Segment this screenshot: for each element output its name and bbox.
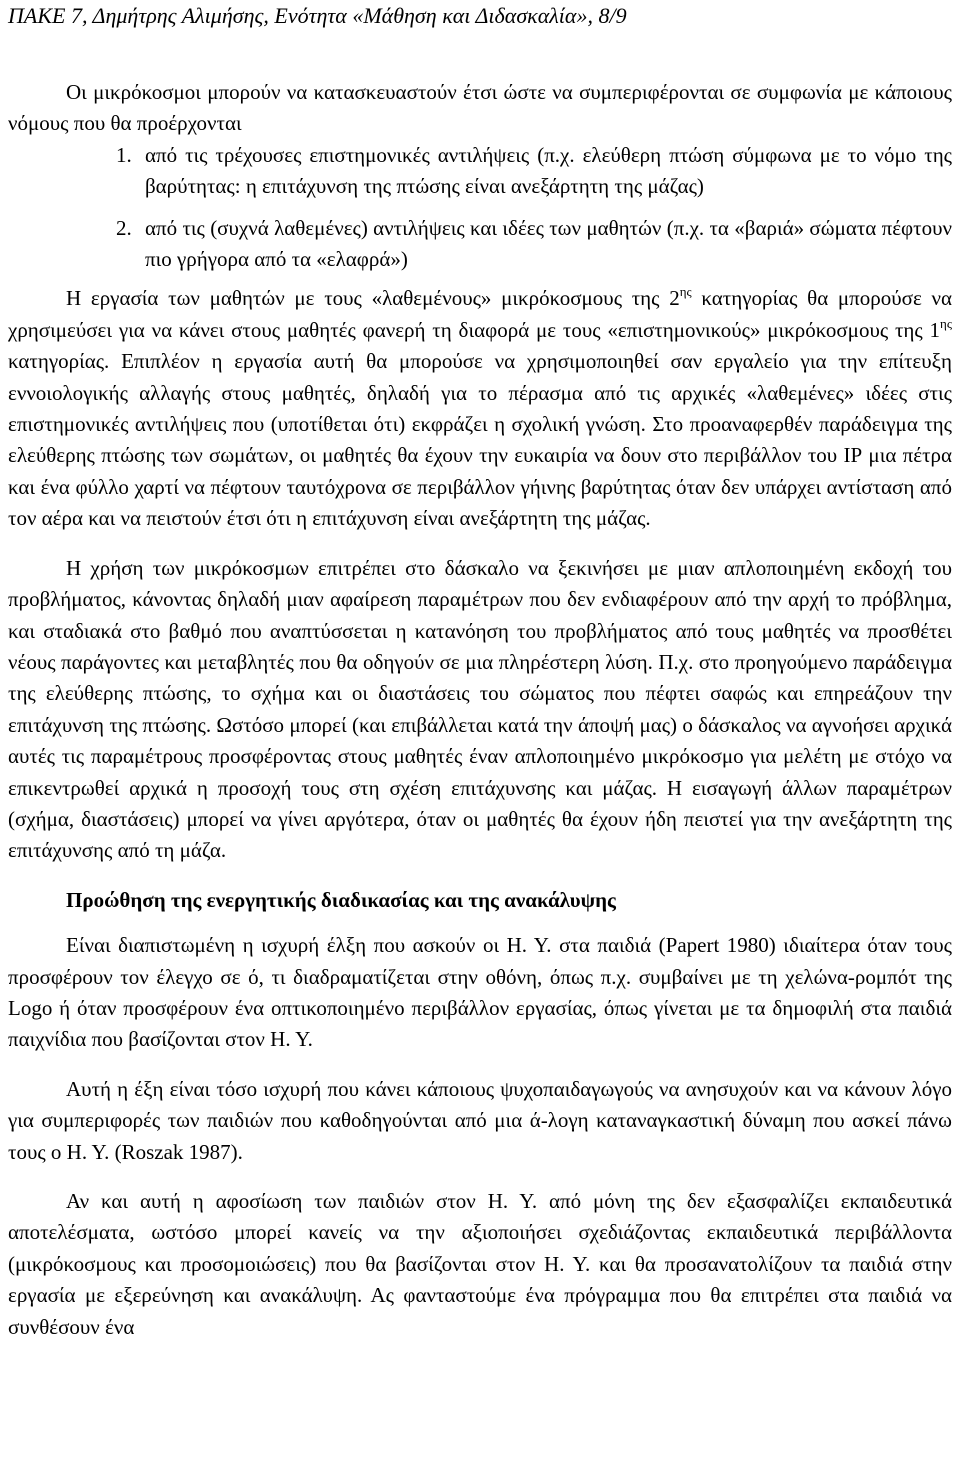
- document-body: [8, 77, 952, 1343]
- list-item-number: 2.: [116, 215, 132, 240]
- paragraph-attraction: Είναι διαπιστωμένη η ισχυρή έλξη που ασκούν οι Η. Υ. στα παιδιά (Papert 1980) ιδιαίτερα όταν τους προσφέρουν τον έλεγχο σε ό, τι διαδραματίζεται στην οθόνη, όπως π.χ. συμβαίνει με τη χελώνα-ρομπότ της Logo ή όταν προσφέρουν ένα οπτικοποιημένο περιβάλλον εργασίας, όπως γίνεται με τα δημοφιλή στα παιδιά παιχνίδια που βασίζονται στον Η. Υ.: [8, 933, 952, 1052]
- paragraph-microworks-work: [8, 283, 952, 534]
- ordinal-superscript: ης: [679, 284, 692, 300]
- list-item-text: από τις τρέχουσες επιστημονικές αντιλήψεις (π.χ. ελεύθερη πτώση σύμφωνα με το νόμο της βαρύτητας: η επιτάχυνση της πτώσης είναι ανεξάρτητη της μάζας): [145, 142, 952, 199]
- paragraph-devotion: Αν και αυτή η αφοσίωση των παιδιών στον Η. Υ. από μόνη της δεν εξασφαλίζει εκπαιδευτικά αποτελέσματα, ωστόσο μπορεί κανείς να την αξιοποιήσει σχεδιάζοντας εκπαιδευτικά περιβάλλοντα (μικρόκοσμους και προσομοιώσεις) που θα βασίζονται στον Η. Υ. και θα προσανατολίζουν τα παιδιά στην εργασία με εξερεύνηση και ανακάλυψη. Ας φανταστούμε ένα πρόγραμμα που θα επιτρέπει στα παιδιά να συνθέσουν ένα: [8, 1189, 952, 1339]
- paragraph-text: κατηγορίας θα μπορούσε να χρησιμεύσει για να κάνει στους μαθητές φανερή τη διαφορά με τους «επιστημονικούς» μικρόκοσμους της 1: [8, 286, 953, 342]
- paragraph-text: Η εργασία των μαθητών με τους «λαθεμένους» μικρόκοσμους της 2: [66, 286, 680, 311]
- list-item-number: 1.: [116, 142, 132, 167]
- paragraph-text: κατηγορίας. Επιπλέον η εργασία αυτή θα μπορούσε να χρησιμοποιηθεί σαν εργαλείο για την επίτευξη εννοιολογικής αλλαγής στους μαθητές, δηλαδή για το πέρασμα από τις αρχικές «λαθεμένες» ιδέες στις επιστημονικές αντιλήψεις που (υποτίθεται ότι) εκφράζει η σχολική γνώση. Στο προαναφερθέν παράδειγμα της ελεύθερης πτώσης των σωμάτων, οι μαθητές θα έχουν την ευκαιρία να δουν στο περιβάλλον του ΙΡ μια πέτρα και ένα φύλλο χαρτί να πέφτουν ταυτόχρονα σε περιβάλλον γήινης βαρύτητας όταν δεν υπάρχει αντίσταση από τον αέρα και να πειστούν έτσι ότι η επιτάχυνση είναι ανεξάρτητη της μάζας.: [8, 349, 952, 531]
- list-item: [8, 140, 952, 203]
- section-heading: Προώθηση της ενεργητικής διαδικασίας και της ανακάλυψης: [66, 887, 616, 912]
- paragraph-microworlds-use: Η χρήση των μικρόκοσμων επιτρέπει στο δάσκαλο να ξεκινήσει με μιαν απλοποιημένη εκδοχή του προβλήματος, κάνοντας δηλαδή μιαν αφαίρεση παραμέτρων που δεν ενδιαφέρουν από την αρχή το πρόβλημα, και σταδιακά στο βαθμό που αναπτύσσεται η κατανόηση του προβλήματος από τους μαθητές να προσθέτει νέους παράγοντες και μεταβλητές που θα οδηγούν σε μια πληρέστερη λύση. Π.χ. στο προηγούμενο παράδειγμα της ελεύθερης πτώσης, το σχήμα και οι διαστάσεις του σώματος που πέφτει σαφώς και επηρεάζουν την επιτάχυνση της πτώσης. Ωστόσο μπορεί (και επιβάλλεται κατά την άποψή μας) ο δάσκαλος να αγνοήσει αρχικά αυτές τις παραμέτρους προσφέροντας στους μαθητές έναν απλοποιημένο μικρόκοσμο για μελέτη με στόχο να επικεντρωθεί αρχικά η προσοχή τους στη σχέση επιτάχυνσης και μάζας. Η εισαγωγή άλλων παραμέτρων (σχήμα, διαστάσεις) μπορεί να γίνει αργότερα, όταν οι μαθητές θα έχουν ήδη πειστεί για την ανεξάρτητη της επιτάχυνσης από τη μάζα.: [8, 555, 952, 863]
- list-item-text: από τις (συχνά λαθεμένες) αντιλήψεις και ιδέες των μαθητών (π.χ. τα «βαριά» σώματα πέφτουν πιο γρήγορα από τα «ελαφρά»): [145, 215, 952, 272]
- list-item: [8, 213, 952, 276]
- intro-paragraph: Οι μικρόκοσμοι μπορούν να κατασκευαστούν έτσι ώστε να συμπεριφέρονται σε συμφωνία με κάποιους νόμους που θα προέρχονται: [8, 80, 952, 136]
- ordinal-superscript: ης: [940, 315, 952, 331]
- page-header: ΠΑΚΕ 7, Δημήτρης Αλιμήσης, Ενότητα «Μάθηση και Διδασκαλία», 8/9: [8, 3, 627, 28]
- numbered-list: [8, 140, 952, 276]
- paragraph-addiction: Αυτή η έξη είναι τόσο ισχυρή που κάνει κάποιους ψυχοπαιδαγωγούς να ανησυχούν και να κάνουν λόγο για συμπεριφορές των παιδιών που καθοδηγούνται από μια ά-λογη καταναγκαστική δύναμη που ασκεί πάνω τους ο Η. Υ. (Roszak 1987).: [8, 1076, 952, 1164]
